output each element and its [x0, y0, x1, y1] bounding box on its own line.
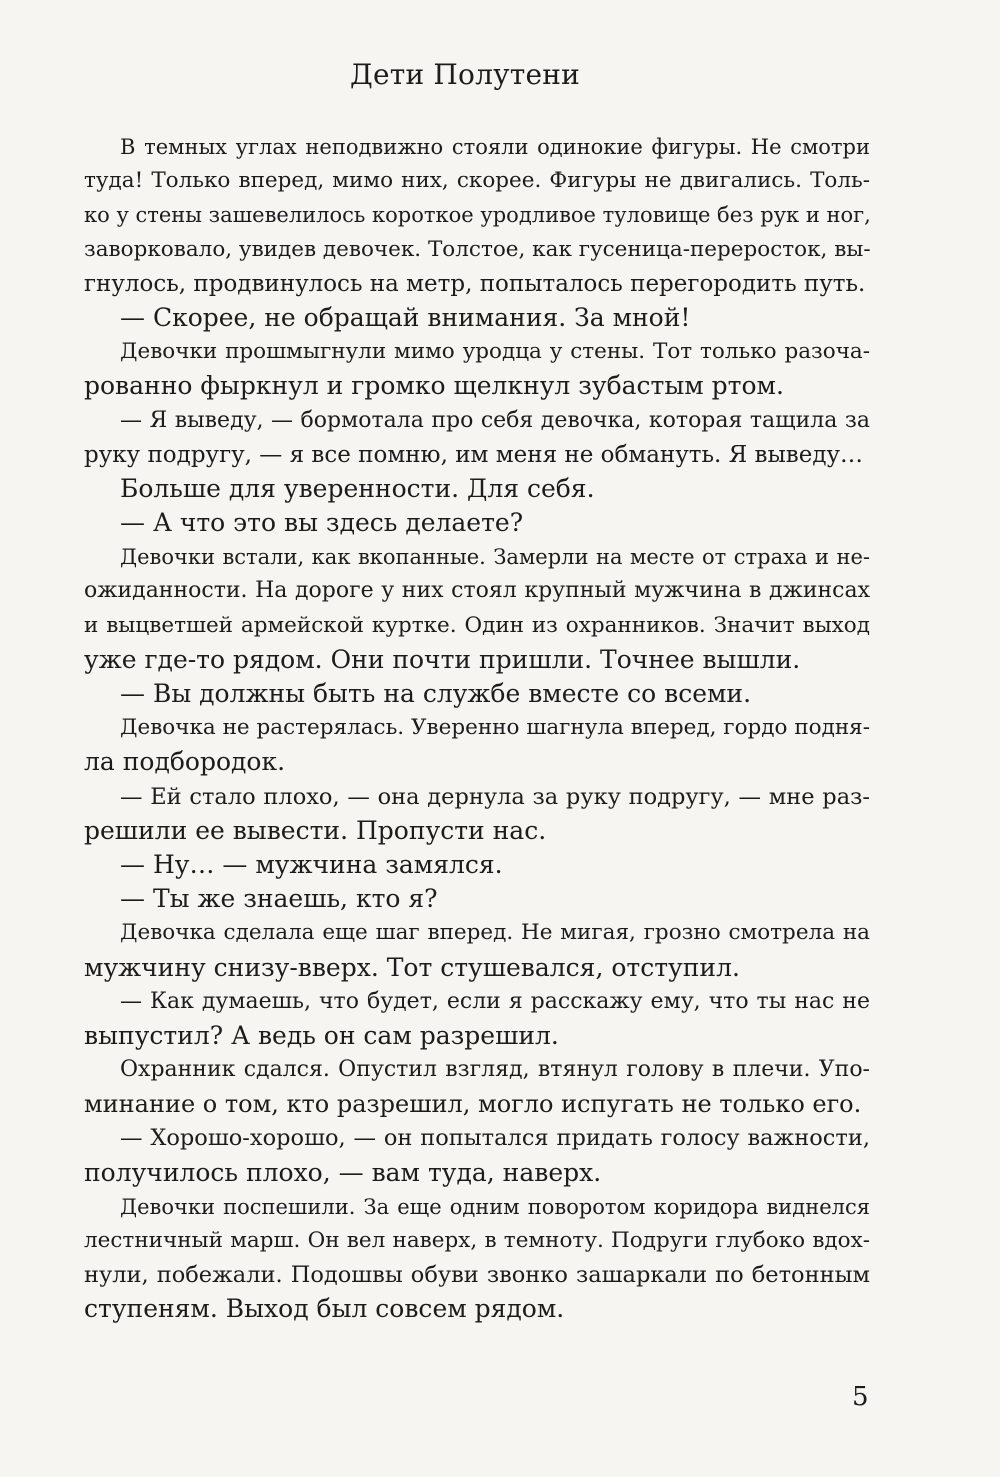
text-line: — Ну… — мужчина замялся. [120, 849, 503, 879]
text-line: Больше для уверенности. Для себя. [120, 473, 595, 503]
text-line: — Скорее, не обращай внимания. За мной! [120, 302, 691, 332]
text-line: руку подругу, — я все помню, им меня не обмануть. Я выведу… [84, 441, 864, 468]
text-line: ступеням. Выход был совсем рядом. [84, 1294, 565, 1324]
text-line: ко у стены зашевелилось короткое уродливое туловище без рук и ног, [84, 203, 871, 228]
text-line: решили ее вывести. Пропусти нас. [84, 815, 547, 845]
text-line: лестничный марш. Он вел наверх, в темноту. Подруги глубоко вдох- [84, 1228, 870, 1253]
page-number: 5 [852, 1382, 869, 1412]
text-line: нули, побежали. Подошвы обуви звонко зашаркали по бетонным [84, 1262, 870, 1289]
running-head: Дети Полутени [350, 58, 580, 91]
text-line: Девочка не растерялась. Уверенно шагнула вперед, гордо подня- [120, 715, 870, 741]
text-line: уже где-то рядом. Они почти пришли. Точнее вышли. [84, 644, 801, 674]
text-line: заворковало, увидев девочек. Толстое, как гусеница-переросток, вы- [84, 236, 871, 262]
text-line: и выцветшей армейской куртке. Один из охранников. Значит выход [84, 612, 870, 638]
text-line: В темных углах неподвижно стояли одинокие фигуры. Не смотри [120, 135, 870, 159]
text-line: ла подбородок. [84, 747, 286, 777]
text-line: минание о том, кто разрешил, могло испугать не только его. [84, 1090, 862, 1119]
text-line: — Ты же знаешь, кто я? [120, 884, 438, 914]
text-line: — Я выведу, — бормотала про себя девочка, которая тащила за [120, 407, 870, 433]
text-line: Девочки поспешили. За еще одним поворотом коридора виднелся [120, 1194, 870, 1219]
text-line: Девочки прошмыгнули мимо уродца у стены. Тот только разоча- [120, 339, 870, 365]
text-line: рованно фыркнул и громко щелкнул зубастым ртом. [84, 371, 784, 401]
text-line: гнулось, продвинулось на метр, попыталось перегородить путь. [84, 270, 866, 297]
text-line: мужчину снизу-вверх. Тот стушевался, отступил. [84, 952, 740, 982]
text-line: Охранник сдался. Опустил взгляд, втянул голову в плечи. Упо- [120, 1057, 870, 1083]
text-line: — Хорошо-хорошо, — он попытался придать голосу важности, [120, 1125, 870, 1152]
text-line: выпустил? А ведь он сам разрешил. [84, 1020, 559, 1050]
text-line: — Как думаешь, что будет, если я расскажу ему, что ты нас не [120, 988, 870, 1014]
text-line: получилось плохо, — вам туда, наверх. [84, 1157, 602, 1187]
body-text [84, 130, 870, 1327]
text-line: — А что это вы здесь делаете? [120, 508, 524, 538]
text-line: Девочки встали, как вкопанные. Замерли на месте от страха и не- [120, 545, 870, 570]
text-line: Девочка сделала еще шаг вперед. Не мигая, грозно смотрела на [120, 920, 870, 946]
text-line: туда! Только вперед, мимо них, скорее. Фигуры не двигались. Толь- [84, 168, 870, 194]
text-line: — Ей стало плохо, — она дернула за руку подругу, — мне раз- [120, 783, 870, 810]
text-line: — Вы должны быть на службе вместе со всеми. [120, 679, 752, 708]
text-line: ожиданности. На дороге у них стоял крупный мужчина в джинсах [84, 578, 870, 604]
